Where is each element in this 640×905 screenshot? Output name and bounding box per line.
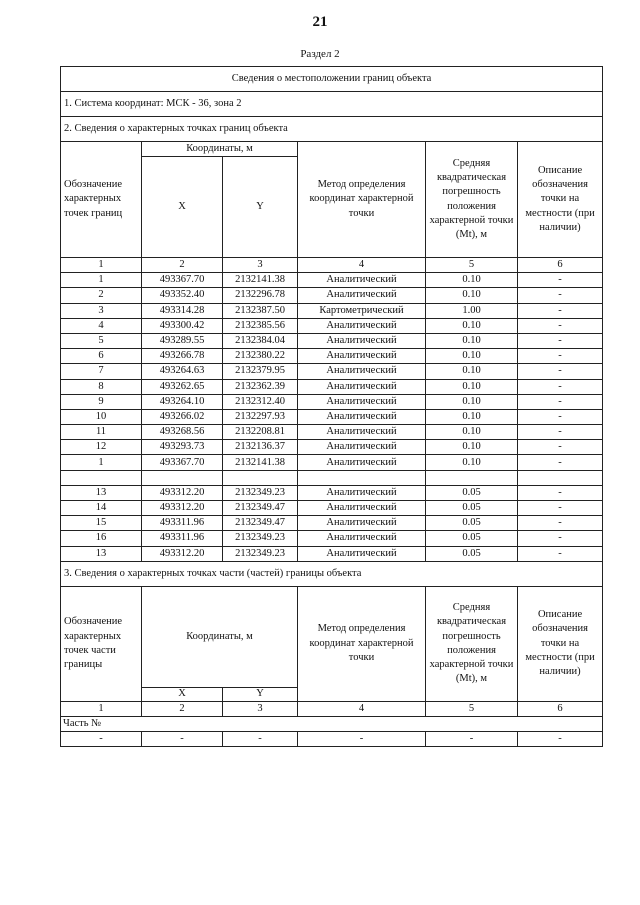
part-label: Часть № <box>61 716 603 731</box>
mt-error: 0.10 <box>426 288 518 303</box>
coord-x: 493300.42 <box>142 318 223 333</box>
method: Картометрический <box>298 303 426 318</box>
point-row <box>61 364 603 379</box>
coord-y: 2132384.04 <box>223 333 298 348</box>
coord-x: 493266.78 <box>142 349 223 364</box>
header-error: Средняя квадратическая погрешность положения характерной точки (Mt), м <box>426 142 518 258</box>
header-y-part: Y <box>223 687 298 701</box>
description: - <box>518 501 603 516</box>
part-cell: - <box>518 732 603 747</box>
header-method: Метод определения координат характерной точки <box>298 142 426 258</box>
point-number: 8 <box>61 379 142 394</box>
point-row <box>61 501 603 516</box>
header-coordinates: Координаты, м <box>142 142 298 157</box>
coord-x: 493264.63 <box>142 364 223 379</box>
point-row <box>61 409 603 424</box>
coord-y: 2132380.22 <box>223 349 298 364</box>
part-row <box>61 732 603 747</box>
point-number: 11 <box>61 425 142 440</box>
description: - <box>518 531 603 546</box>
method: Аналитический <box>298 516 426 531</box>
column-numbers-row <box>61 258 603 273</box>
section-3-title: 3. Сведения о характерных точках части (частей) границы объекта <box>61 561 603 586</box>
point-number: 1 <box>61 455 142 470</box>
description: - <box>518 516 603 531</box>
method: Аналитический <box>298 531 426 546</box>
point-number: 9 <box>61 394 142 409</box>
point-row <box>61 349 603 364</box>
coord-y: 2132208.81 <box>223 425 298 440</box>
mt-error: 1.00 <box>426 303 518 318</box>
coord-y: 2132349.47 <box>223 516 298 531</box>
description: - <box>518 273 603 288</box>
coord-x: 493314.28 <box>142 303 223 318</box>
coord-y: 2132349.23 <box>223 531 298 546</box>
part-cell: - <box>223 732 298 747</box>
header-designation: Обозначение характерных точек границ <box>61 142 142 258</box>
point-row <box>61 531 603 546</box>
description: - <box>518 349 603 364</box>
method: Аналитический <box>298 379 426 394</box>
boundary-table <box>60 66 603 747</box>
mt-error: 0.05 <box>426 516 518 531</box>
header-method-part: Метод определения координат характерной точки <box>298 586 426 701</box>
point-row <box>61 516 603 531</box>
point-row <box>61 394 603 409</box>
coord-x: 493312.20 <box>142 546 223 561</box>
method: Аналитический <box>298 318 426 333</box>
column-number: 5 <box>426 701 518 716</box>
column-number: 2 <box>142 701 223 716</box>
header-coordinates-part: Координаты, м <box>142 586 298 687</box>
description: - <box>518 364 603 379</box>
description: - <box>518 333 603 348</box>
coord-y: 2132297.93 <box>223 409 298 424</box>
coord-x <box>142 470 223 485</box>
method: Аналитический <box>298 333 426 348</box>
point-row <box>61 485 603 500</box>
section-title: Раздел 2 <box>300 48 340 60</box>
point-row <box>61 273 603 288</box>
point-number: 4 <box>61 318 142 333</box>
coord-x: 493367.70 <box>142 455 223 470</box>
mt-error: 0.10 <box>426 273 518 288</box>
point-number: 12 <box>61 440 142 455</box>
point-number: 14 <box>61 501 142 516</box>
part-cell: - <box>426 732 518 747</box>
column-number: 1 <box>61 258 142 273</box>
point-row <box>61 379 603 394</box>
column-number: 3 <box>223 701 298 716</box>
coord-x: 493311.96 <box>142 531 223 546</box>
method: Аналитический <box>298 485 426 500</box>
header-description: Описание обозначения точки на местности (при наличии) <box>518 142 603 258</box>
column-number: 3 <box>223 258 298 273</box>
header-error-part: Средняя квадратическая погрешность положения характерной точки (Mt), м <box>426 586 518 701</box>
description: - <box>518 394 603 409</box>
description: - <box>518 440 603 455</box>
header-x-part: X <box>142 687 223 701</box>
description: - <box>518 409 603 424</box>
point-row <box>61 470 603 485</box>
mt-error <box>426 470 518 485</box>
point-number <box>61 470 142 485</box>
mt-error: 0.10 <box>426 455 518 470</box>
mt-error: 0.10 <box>426 364 518 379</box>
coord-x: 493312.20 <box>142 501 223 516</box>
coord-y: 2132136.37 <box>223 440 298 455</box>
point-row <box>61 440 603 455</box>
description: - <box>518 485 603 500</box>
mt-error: 0.10 <box>426 440 518 455</box>
coord-y: 2132141.38 <box>223 273 298 288</box>
mt-error: 0.05 <box>426 546 518 561</box>
point-number: 10 <box>61 409 142 424</box>
description: - <box>518 303 603 318</box>
mt-error: 0.10 <box>426 394 518 409</box>
page-number: 21 <box>312 14 328 30</box>
point-row <box>61 333 603 348</box>
method: Аналитический <box>298 455 426 470</box>
point-number: 1 <box>61 273 142 288</box>
coord-y: 2132362.39 <box>223 379 298 394</box>
point-row <box>61 288 603 303</box>
part-cell: - <box>298 732 426 747</box>
coord-y: 2132349.23 <box>223 546 298 561</box>
description: - <box>518 546 603 561</box>
coord-x: 493311.96 <box>142 516 223 531</box>
point-number: 6 <box>61 349 142 364</box>
mt-error: 0.10 <box>426 318 518 333</box>
method: Аналитический <box>298 425 426 440</box>
method: Аналитический <box>298 394 426 409</box>
coord-y: 2132385.56 <box>223 318 298 333</box>
column-number: 2 <box>142 258 223 273</box>
method: Аналитический <box>298 364 426 379</box>
header-x: X <box>142 157 223 258</box>
column-numbers-row-part <box>61 701 603 716</box>
method: Аналитический <box>298 288 426 303</box>
coord-y: 2132349.23 <box>223 485 298 500</box>
method: Аналитический <box>298 546 426 561</box>
coord-x: 493268.56 <box>142 425 223 440</box>
column-number: 6 <box>518 701 603 716</box>
point-row <box>61 318 603 333</box>
coord-x: 493352.40 <box>142 288 223 303</box>
mt-error: 0.10 <box>426 333 518 348</box>
coord-x: 493312.20 <box>142 485 223 500</box>
method: Аналитический <box>298 501 426 516</box>
part-cell: - <box>61 732 142 747</box>
coord-x: 493293.73 <box>142 440 223 455</box>
coord-y: 2132349.47 <box>223 501 298 516</box>
point-number: 13 <box>61 546 142 561</box>
column-number: 5 <box>426 258 518 273</box>
coord-y: 2132387.50 <box>223 303 298 318</box>
coord-x: 493262.65 <box>142 379 223 394</box>
coord-y: 2132296.78 <box>223 288 298 303</box>
coord-y: 2132312.40 <box>223 394 298 409</box>
point-number: 2 <box>61 288 142 303</box>
method: Аналитический <box>298 409 426 424</box>
point-number: 13 <box>61 485 142 500</box>
coordinate-system: 1. Система координат: МСК - 36, зона 2 <box>61 92 603 117</box>
method: Аналитический <box>298 349 426 364</box>
column-number: 1 <box>61 701 142 716</box>
mt-error: 0.05 <box>426 501 518 516</box>
coord-x: 493266.02 <box>142 409 223 424</box>
column-number: 4 <box>298 701 426 716</box>
method: Аналитический <box>298 273 426 288</box>
point-number: 5 <box>61 333 142 348</box>
point-row <box>61 303 603 318</box>
point-number: 7 <box>61 364 142 379</box>
header-y: Y <box>223 157 298 258</box>
mt-error: 0.10 <box>426 409 518 424</box>
point-number: 3 <box>61 303 142 318</box>
description: - <box>518 455 603 470</box>
section-2-title: 2. Сведения о характерных точках границ объекта <box>61 117 603 142</box>
coord-y: 2132141.38 <box>223 455 298 470</box>
mt-error: 0.10 <box>426 425 518 440</box>
column-number: 4 <box>298 258 426 273</box>
method: Аналитический <box>298 440 426 455</box>
mt-error: 0.05 <box>426 485 518 500</box>
mt-error: 0.10 <box>426 349 518 364</box>
description: - <box>518 379 603 394</box>
table-title: Сведения о местоположении границ объекта <box>61 67 603 92</box>
point-number: 15 <box>61 516 142 531</box>
description: - <box>518 318 603 333</box>
description <box>518 470 603 485</box>
coord-x: 493289.55 <box>142 333 223 348</box>
mt-error: 0.05 <box>426 531 518 546</box>
point-row <box>61 546 603 561</box>
coord-y: 2132379.95 <box>223 364 298 379</box>
method <box>298 470 426 485</box>
coord-x: 493367.70 <box>142 273 223 288</box>
description: - <box>518 288 603 303</box>
coord-x: 493264.10 <box>142 394 223 409</box>
mt-error: 0.10 <box>426 379 518 394</box>
description: - <box>518 425 603 440</box>
coord-y <box>223 470 298 485</box>
part-cell: - <box>142 732 223 747</box>
header-description-part: Описание обозначения точки на местности (при наличии) <box>518 586 603 701</box>
point-number: 16 <box>61 531 142 546</box>
point-row <box>61 425 603 440</box>
header-designation-part: Обозначение характерных точек части границы <box>61 586 142 701</box>
column-number: 6 <box>518 258 603 273</box>
point-row <box>61 455 603 470</box>
